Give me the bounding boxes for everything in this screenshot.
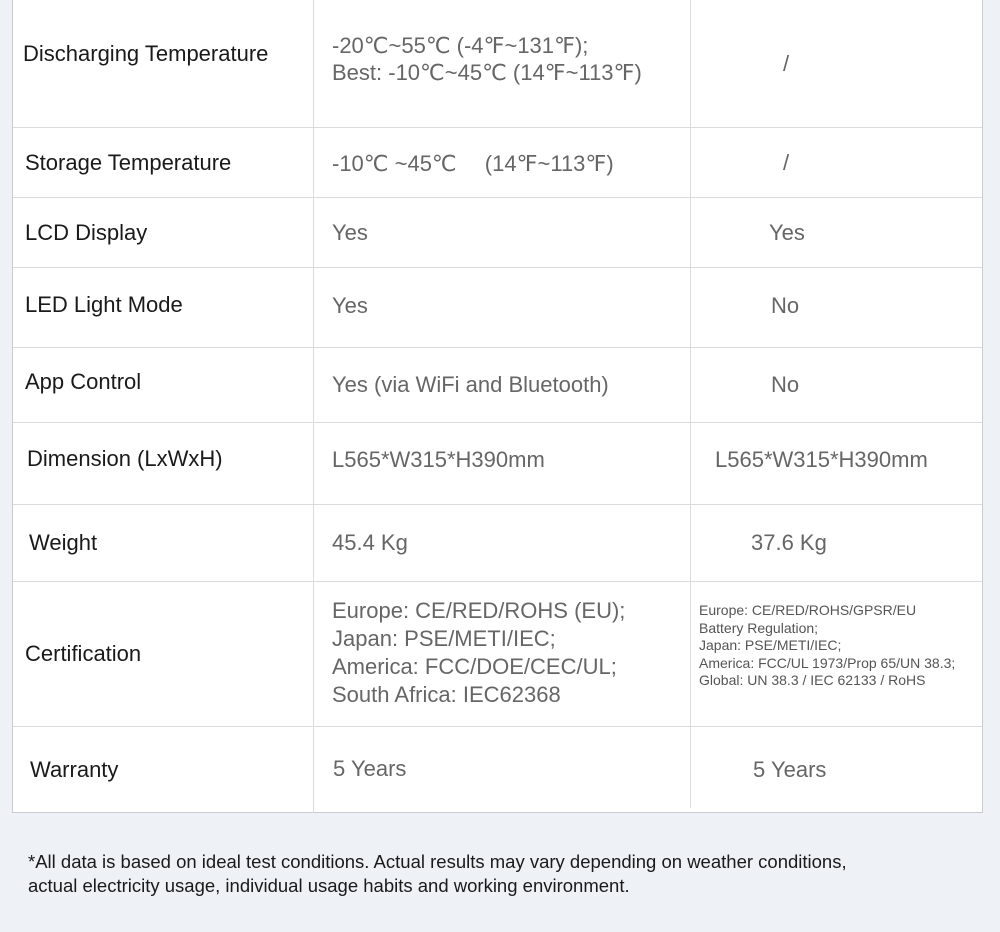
value-line: Battery Regulation;	[699, 619, 819, 636]
row-label: Warranty	[30, 757, 119, 782]
value-line: Japan: PSE/METI/IEC;	[699, 637, 842, 654]
model1-value	[314, 0, 708, 127]
table-row-app-control	[13, 348, 982, 423]
footnote-line: actual electricity usage, individual usage habits and working environment.	[28, 875, 630, 896]
model2-value: 37.6 Kg	[751, 530, 827, 555]
model2-value: /	[783, 50, 790, 76]
model2-value: Yes	[769, 219, 805, 245]
value-line: Japan: PSE/METI/IEC;	[332, 626, 556, 651]
table-row-discharging-temperature	[13, 0, 982, 128]
value-line: Europe: CE/RED/ROHS/GPSR/EU	[699, 602, 917, 619]
row-label: App Control	[25, 369, 142, 394]
row-label: LCD Display	[25, 219, 148, 245]
row-label: Weight	[29, 530, 98, 555]
model2-value	[691, 566, 990, 726]
footnote-line: *All data is based on ideal test conditions. Actual results may vary depending on weather conditions,	[28, 851, 847, 872]
table-row-storage-temperature	[13, 128, 982, 198]
value-line: Global: UN 38.3 / IEC 62133 / RoHS	[699, 672, 926, 689]
model1-value: -10℃ ~45℃ (14℉~113℉)	[332, 151, 614, 176]
row-label: Discharging Temperature	[23, 40, 269, 66]
footnote	[28, 850, 973, 898]
model2-value: L565*W315*H390mm	[715, 446, 928, 472]
model1-value: L565*W315*H390mm	[332, 446, 545, 472]
model1-value: 45.4 Kg	[332, 530, 408, 555]
value-line: America: FCC/UL 1973/Prop 65/UN 38.3;	[699, 654, 956, 671]
row-label: Certification	[25, 641, 142, 666]
value-line: Best: -10℃~45℃ (14℉~113℉)	[332, 59, 642, 85]
model2-value: 5 Years	[753, 757, 827, 782]
model1-value: Yes (via WiFi and Bluetooth)	[332, 372, 609, 397]
model2-value: No	[771, 292, 800, 318]
table-row-led-light-mode	[13, 268, 982, 348]
table-row-dimension	[13, 423, 982, 505]
model1-value: Yes	[332, 292, 368, 318]
value-line: Europe: CE/RED/ROHS (EU);	[332, 598, 626, 623]
row-label: Dimension (LxWxH)	[27, 445, 223, 471]
model1-value: Yes	[332, 219, 368, 245]
table-row-lcd-display	[13, 198, 982, 268]
row-label: LED Light Mode	[25, 291, 183, 317]
table-row-certification	[13, 582, 982, 727]
row-label: Storage Temperature	[25, 149, 232, 175]
model2-value: No	[771, 372, 800, 397]
model1-value: 5 Years	[333, 756, 407, 781]
spec-table	[12, 0, 983, 813]
value-line: -20℃~55℃ (-4℉~131℉);	[332, 32, 589, 58]
table-row-warranty	[13, 727, 982, 813]
value-line: America: FCC/DOE/CEC/UL;	[332, 654, 617, 679]
model2-value: /	[783, 149, 790, 175]
value-line: South Africa: IEC62368	[332, 682, 561, 707]
model1-value	[314, 580, 708, 726]
